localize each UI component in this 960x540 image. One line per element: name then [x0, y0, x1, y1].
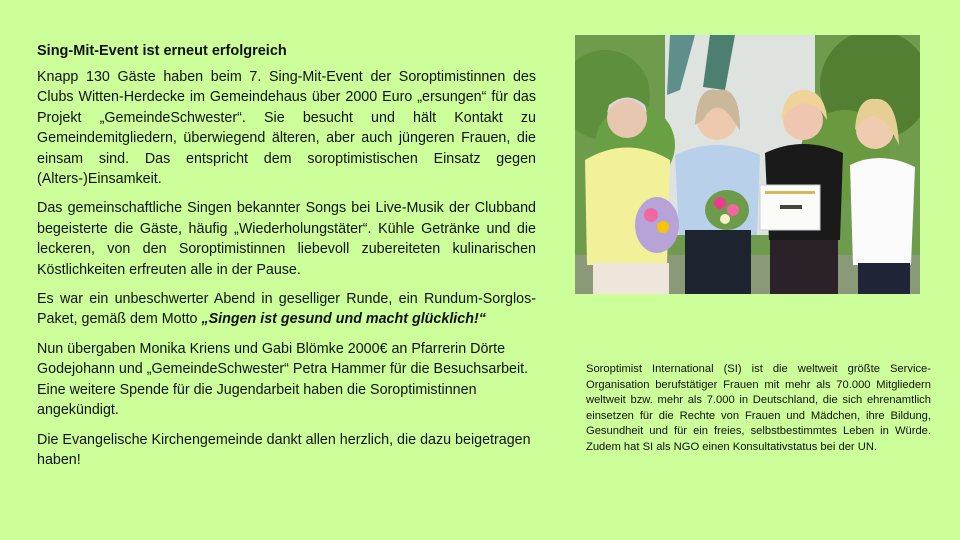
- paragraph-event-summary: Knapp 130 Gäste haben beim 7. Sing-Mit-Event der Soroptimistinnen des Clubs Witten-Herdecke im Gemeindehaus über 2000 Euro „ersungen“ für das Projekt „GemeindeSchwester“. Sie besucht und hält Kontakt zu Gemeindemitgliedern, überwiegend älteren, aber auch jüngeren Frauen, die einsam sind. Das entspricht dem soroptimistischen Einsatz gegen (Alters-)Einsamkeit.: [37, 69, 536, 188]
- group-photo: [575, 35, 920, 294]
- group-photo-illustration: [575, 35, 920, 294]
- paragraph-singing: Das gemeinschaftliche Singen bekannter Songs bei Live-Musik der Clubband begeisterte die Gäste, häufig „Wiederholungstäter“. Kühle Getränke und die leckeren, von den Soroptimistinnen liebevoll zubereiteten kulinarischen Köstlichkeiten erfreuten alle in der Pause.: [37, 200, 536, 278]
- article: [37, 42, 536, 479]
- article-title: Sing-Mit-Event ist erneut erfolgreich: [37, 43, 287, 59]
- paragraph-motto: [37, 289, 536, 330]
- motto-quote: „Singen ist gesund und macht glücklich!“: [201, 311, 486, 328]
- paragraph-donation: Nun übergaben Monika Kriens und Gabi Blömke 2000€ an Pfarrerin Dörte Godejohann und „GemeindeSchwester“ Petra Hammer für die Besuchsarbeit. Eine weitere Spende für die Jugendarbeit haben die Soroptimistinnen angekündigt.: [37, 340, 529, 419]
- paragraph-thanks: Die Evangelische Kirchengemeinde dankt allen herzlich, die dazu beigetragen haben!: [37, 431, 531, 468]
- motto-intro: Es war ein unbeschwerter Abend in geselliger Runde, ein Rundum-Sorglos-Paket, gemäß dem Motto: [37, 291, 536, 328]
- soroptimist-info-text: Soroptimist International (SI) ist die weltweit größte Service-Organisation berufstätiger Frauen mit mehr als 70.000 Mitgliedern weltweit bzw. mehr als 7.000 in Deutschland, die sich ehrenamtlich einsetzen für die Rechte von Frauen und Mädchen, ihre Bildung, Gesundheit und für ein freies, selbstbestimmtes Leben in Würde. Zudem hat SI als NGO einen Konsultativstatus bei der UN.: [586, 363, 931, 453]
